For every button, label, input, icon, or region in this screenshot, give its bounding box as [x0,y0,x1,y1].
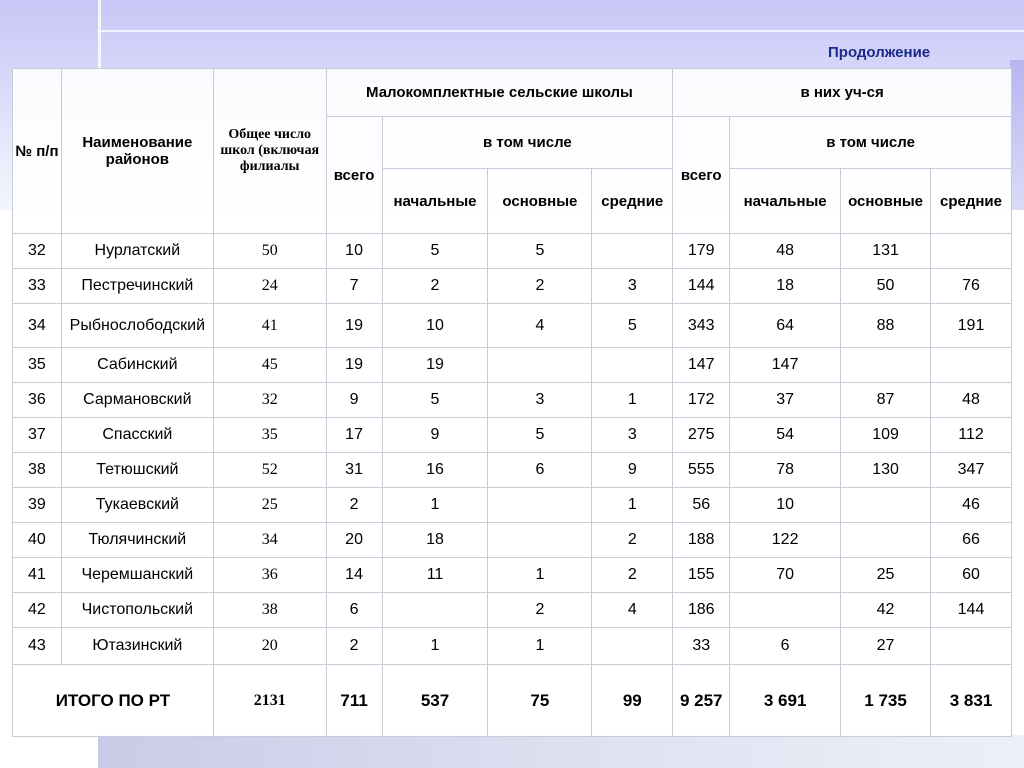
cell-schools-primary: 10 [382,304,488,348]
decor-horizontal-line [98,30,1024,32]
cell-schools-secondary: 3 [592,418,673,453]
cell-schools-primary: 5 [382,234,488,269]
cell-students-primary: 70 [730,558,841,593]
cell-students-basic: 88 [841,304,931,348]
cell-students-total: 172 [673,383,730,418]
cell-schools-total: 10 [326,234,382,269]
cell-schools-basic: 1 [488,628,592,665]
cell-students-primary: 54 [730,418,841,453]
cell-schools-basic: 3 [488,383,592,418]
cell-schools-secondary: 5 [592,304,673,348]
cell-students-basic: 25 [841,558,931,593]
cell-schools-primary [382,593,488,628]
totals-schools-primary: 537 [382,665,488,737]
cell-schools-total: 17 [326,418,382,453]
cell-schools-primary: 5 [382,383,488,418]
cell-schools-total: 31 [326,453,382,488]
totals-students-basic: 1 735 [841,665,931,737]
cell-students-primary: 64 [730,304,841,348]
cell-schools-primary: 1 [382,628,488,665]
header-students-secondary: средние [931,169,1012,234]
cell-students-total: 275 [673,418,730,453]
cell-students-secondary [931,628,1012,665]
table-row [13,234,1012,269]
cell-district: Спасский [61,418,213,453]
table-row [13,558,1012,593]
cell-num: 41 [13,558,62,593]
header-num: № п/п [13,69,62,234]
cell-students-basic: 27 [841,628,931,665]
cell-students-basic: 87 [841,383,931,418]
cell-students-total: 343 [673,304,730,348]
cell-students-basic: 42 [841,593,931,628]
table-row [13,593,1012,628]
header-small-schools: Малокомплектные сельские школы [326,69,673,117]
cell-num: 35 [13,348,62,383]
cell-schools-secondary: 4 [592,593,673,628]
schools-table [12,68,1012,737]
cell-students-secondary: 144 [931,593,1012,628]
cell-total-schools: 36 [213,558,326,593]
cell-total-schools: 50 [213,234,326,269]
cell-students-secondary: 191 [931,304,1012,348]
cell-students-secondary: 46 [931,488,1012,523]
header-row-1 [13,69,1012,117]
cell-schools-secondary: 2 [592,558,673,593]
header-total-schools: Общее число школ (включая филиалы [213,69,326,234]
cell-schools-primary: 16 [382,453,488,488]
cell-students-primary: 78 [730,453,841,488]
table-row [13,453,1012,488]
cell-num: 37 [13,418,62,453]
cell-num: 40 [13,523,62,558]
cell-schools-total: 9 [326,383,382,418]
cell-district: Нурлатский [61,234,213,269]
header-schools-total: всего [326,117,382,234]
cell-num: 43 [13,628,62,665]
header-schools-primary: начальные [382,169,488,234]
cell-students-primary: 122 [730,523,841,558]
header-students-primary: начальные [730,169,841,234]
cell-num: 33 [13,269,62,304]
cell-district: Ютазинский [61,628,213,665]
cell-students-basic: 109 [841,418,931,453]
cell-students-total: 33 [673,628,730,665]
header-students-basic: основные [841,169,931,234]
cell-students-secondary: 48 [931,383,1012,418]
cell-schools-basic: 2 [488,269,592,304]
cell-total-schools: 52 [213,453,326,488]
cell-schools-secondary [592,348,673,383]
cell-students-total: 186 [673,593,730,628]
table-row [13,269,1012,304]
cell-schools-basic [488,488,592,523]
cell-students-total: 179 [673,234,730,269]
cell-schools-total: 19 [326,304,382,348]
cell-total-schools: 32 [213,383,326,418]
decor-vertical-line [98,0,101,70]
cell-schools-total: 6 [326,593,382,628]
totals-label: ИТОГО ПО РТ [13,665,214,737]
cell-students-basic [841,488,931,523]
cell-schools-primary: 9 [382,418,488,453]
cell-students-basic: 130 [841,453,931,488]
cell-schools-total: 7 [326,269,382,304]
cell-students-primary: 6 [730,628,841,665]
cell-schools-basic: 5 [488,234,592,269]
cell-schools-primary: 1 [382,488,488,523]
cell-students-total: 155 [673,558,730,593]
cell-district: Сабинский [61,348,213,383]
cell-students-secondary: 347 [931,453,1012,488]
header-students: в них уч-ся [673,69,1012,117]
cell-students-primary: 37 [730,383,841,418]
cell-schools-basic [488,523,592,558]
cell-district: Рыбнослободский [61,304,213,348]
header-schools-including: в том числе [382,117,673,169]
totals-students-secondary: 3 831 [931,665,1012,737]
cell-district: Тетюшский [61,453,213,488]
cell-students-basic [841,348,931,383]
cell-schools-total: 20 [326,523,382,558]
table-row [13,418,1012,453]
cell-district: Тюлячинский [61,523,213,558]
table-row [13,488,1012,523]
totals-schools: 2131 [213,665,326,737]
cell-students-secondary [931,348,1012,383]
cell-students-total: 147 [673,348,730,383]
cell-total-schools: 45 [213,348,326,383]
cell-students-total: 555 [673,453,730,488]
cell-schools-basic: 2 [488,593,592,628]
table-row [13,628,1012,665]
cell-students-primary: 10 [730,488,841,523]
cell-schools-secondary: 2 [592,523,673,558]
cell-students-basic: 131 [841,234,931,269]
table-row [13,304,1012,348]
cell-students-total: 188 [673,523,730,558]
header-schools-basic: основные [488,169,592,234]
cell-total-schools: 25 [213,488,326,523]
cell-num: 34 [13,304,62,348]
cell-district: Чистопольский [61,593,213,628]
cell-total-schools: 35 [213,418,326,453]
cell-schools-basic: 5 [488,418,592,453]
cell-schools-basic: 1 [488,558,592,593]
cell-students-basic: 50 [841,269,931,304]
totals-students-total: 9 257 [673,665,730,737]
cell-schools-primary: 2 [382,269,488,304]
cell-schools-primary: 11 [382,558,488,593]
cell-students-primary: 18 [730,269,841,304]
header-students-total: всего [673,117,730,234]
cell-students-basic [841,523,931,558]
cell-students-primary: 147 [730,348,841,383]
totals-schools-basic: 75 [488,665,592,737]
table-row [13,348,1012,383]
cell-num: 39 [13,488,62,523]
cell-total-schools: 20 [213,628,326,665]
continuation-label: Продолжение [828,44,931,61]
cell-total-schools: 24 [213,269,326,304]
cell-schools-basic [488,348,592,383]
cell-num: 32 [13,234,62,269]
cell-num: 36 [13,383,62,418]
cell-schools-total: 19 [326,348,382,383]
cell-num: 42 [13,593,62,628]
cell-schools-primary: 18 [382,523,488,558]
cell-students-primary: 48 [730,234,841,269]
footer-background [98,735,1024,768]
cell-total-schools: 38 [213,593,326,628]
cell-num: 38 [13,453,62,488]
cell-total-schools: 34 [213,523,326,558]
cell-students-secondary: 76 [931,269,1012,304]
totals-schools-total: 711 [326,665,382,737]
cell-schools-secondary: 1 [592,383,673,418]
cell-students-secondary: 66 [931,523,1012,558]
cell-students-secondary: 60 [931,558,1012,593]
cell-schools-total: 14 [326,558,382,593]
cell-schools-total: 2 [326,628,382,665]
cell-schools-secondary: 1 [592,488,673,523]
cell-schools-secondary: 9 [592,453,673,488]
cell-students-secondary [931,234,1012,269]
cell-schools-secondary: 3 [592,269,673,304]
cell-students-primary [730,593,841,628]
totals-row [13,665,1012,737]
cell-schools-secondary [592,628,673,665]
cell-district: Сармановский [61,383,213,418]
totals-schools-secondary: 99 [592,665,673,737]
header-district: Наименование районов [61,69,213,234]
cell-schools-basic: 4 [488,304,592,348]
totals-students-primary: 3 691 [730,665,841,737]
cell-students-total: 56 [673,488,730,523]
table-row [13,523,1012,558]
cell-schools-primary: 19 [382,348,488,383]
cell-total-schools: 41 [213,304,326,348]
cell-students-total: 144 [673,269,730,304]
cell-district: Тукаевский [61,488,213,523]
cell-schools-basic: 6 [488,453,592,488]
cell-district: Черемшанский [61,558,213,593]
cell-district: Пестречинский [61,269,213,304]
decor-right-strip [1010,60,1024,210]
cell-schools-total: 2 [326,488,382,523]
cell-students-secondary: 112 [931,418,1012,453]
header-students-including: в том числе [730,117,1012,169]
table-row [13,383,1012,418]
header-schools-secondary: средние [592,169,673,234]
cell-schools-secondary [592,234,673,269]
